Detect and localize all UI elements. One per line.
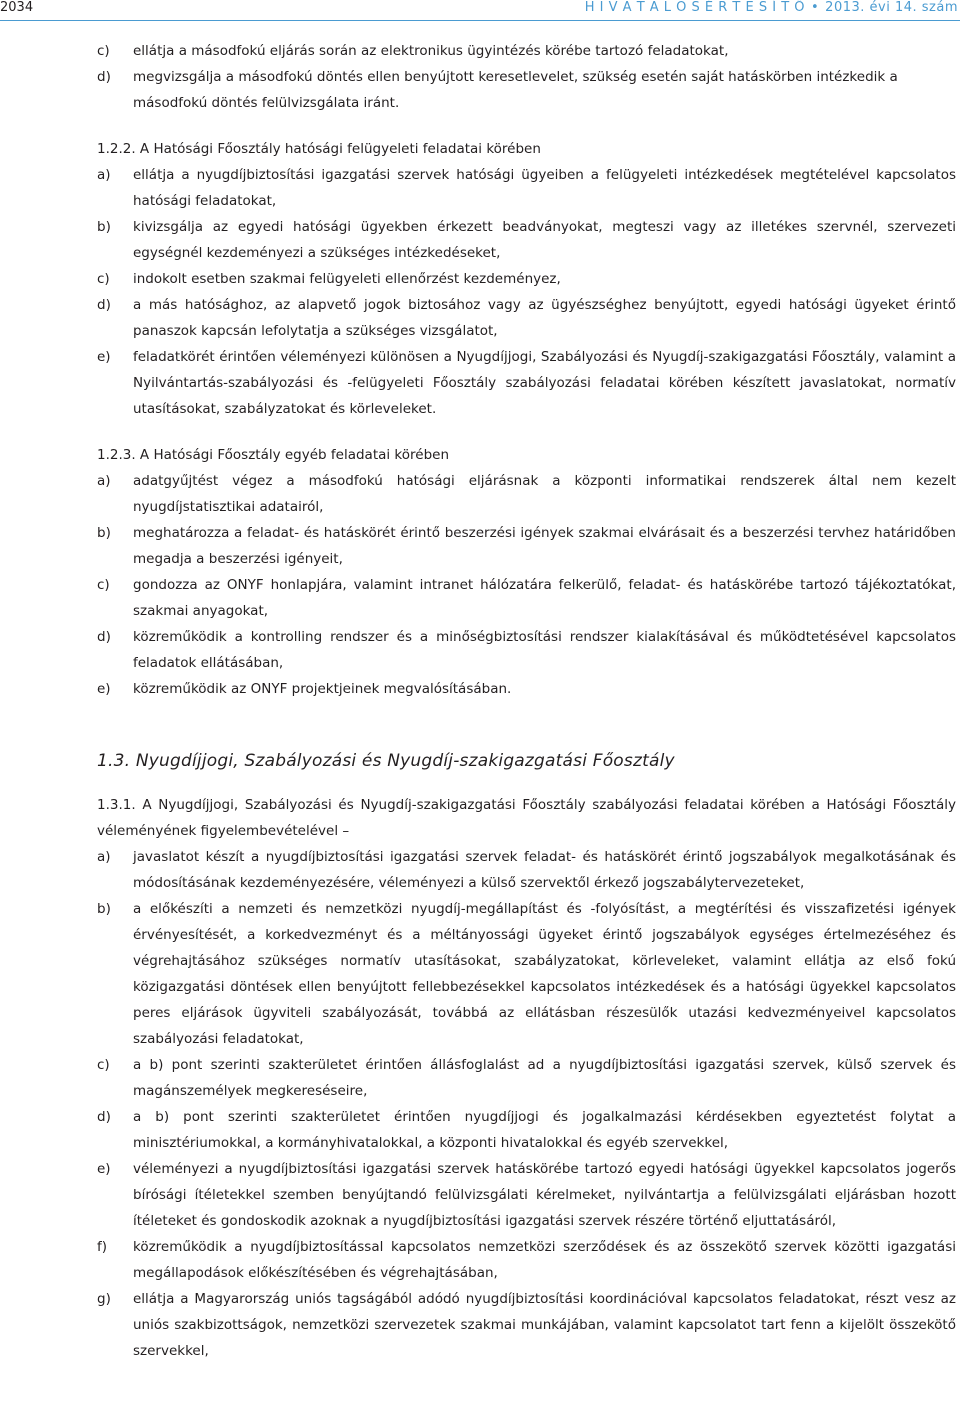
section-heading: 1.3.1. A Nyugdíjjogi, Szabályozási és Nyugdíj-szakigazgatási Főosztály szabályozási feladatai körében a Hatósági Főosztály véleményének figyelembevételével – (97, 797, 956, 839)
list-item (97, 1104, 956, 1156)
list-item (97, 844, 956, 896)
journal-header (585, 1, 958, 15)
item-label: e) (97, 349, 111, 365)
list-item (97, 676, 956, 702)
item-label: e) (97, 681, 111, 697)
item-text: a más hatósághoz, az alapvető jogok biztosához vagy az ügyészséghez benyújtott, egyedi hatósági ügyeket érintő panaszok kapcsán lefolytatja a szükséges vizsgálatot, (133, 297, 956, 339)
list-item (97, 520, 956, 572)
item-text: ellátja a nyugdíjbiztosítási igazgatási szervek hatósági ügyeiben a felügyeleti intézkedések megtételével kapcsolatos hatósági feladatokat, (133, 167, 956, 209)
list-item (97, 266, 956, 292)
item-label: b) (97, 219, 111, 235)
header-rule (0, 20, 960, 21)
item-label: c) (97, 1057, 110, 1073)
page-header (0, 0, 960, 22)
list-block-1 (97, 38, 956, 116)
page-number: 2034 (0, 0, 34, 15)
item-text: közreműködik a nyugdíjbiztosítással kapcsolatos nemzetközi szerződések és az összekötő szervek közötti igazgatási megállapodások előkészítésében és végrehajtásában, (133, 1239, 956, 1281)
item-label: f) (97, 1239, 108, 1255)
item-label: c) (97, 271, 110, 287)
list-item (97, 1052, 956, 1104)
item-label: a) (97, 473, 111, 489)
list-item (97, 162, 956, 214)
item-label: a) (97, 849, 111, 865)
item-text: közreműködik az ONYF projektjeinek megvalósításában. (133, 681, 512, 697)
list-item (97, 38, 956, 64)
item-label: b) (97, 901, 111, 917)
section-1-2-3 (97, 442, 956, 702)
list-item (97, 896, 956, 1052)
list-item (97, 214, 956, 266)
item-text: megvizsgálja a másodfokú döntés ellen benyújtott keresetlevelet, szükség esetén saját hatáskörben intézkedik a másodfokú döntés felülvizsgálata iránt. (133, 69, 898, 111)
item-text: közreműködik a kontrolling rendszer és a minőségbiztosítási rendszer kialakításával és működtetésével kapcsolatos feladatok ellátásában, (133, 629, 956, 671)
issue-number: 2013. évi 14. szám (825, 0, 958, 15)
item-label: d) (97, 69, 111, 85)
item-label: d) (97, 629, 111, 645)
bullet-separator-icon: • (811, 0, 820, 15)
list-item (97, 468, 956, 520)
item-label: g) (97, 1291, 111, 1307)
item-label: d) (97, 297, 111, 313)
item-text: feladatkörét érintően véleményezi különösen a Nyugdíjjogi, Szabályozási és Nyugdíj-szakigazgatási Főosztály, valamint a Nyilvántartás-szabályozási és -felügyeleti Főosztály szabályozási feladatai körében készített javaslatokat, normatív utasításokat, szabályzatokat és körleveleket. (133, 349, 956, 417)
item-text: meghatározza a feladat- és hatáskörét érintő beszerzési igények szakmai elvárásait és a beszerzési tervhez határidőben megadja a beszerzési igényeit, (133, 525, 956, 567)
item-label: d) (97, 1109, 111, 1125)
item-text: adatgyűjtést végez a másodfokú hatósági eljárásnak a központi informatikai rendszerek által nem kezelt nyugdíjstatisztikai adatairól, (133, 473, 956, 515)
list-item (97, 1234, 956, 1286)
list-item (97, 572, 956, 624)
item-label: c) (97, 43, 110, 59)
document-body (97, 38, 956, 1364)
item-label: e) (97, 1161, 111, 1177)
item-text: a b) pont szerinti szakterületet érintően állásfoglalást ad a nyugdíjbiztosítási igazgatási szervek, külső szervek és magánszemélyek megkereséseire, (133, 1057, 956, 1099)
list-item (97, 344, 956, 422)
item-text: gondozza az ONYF honlapjára, valamint intranet hálózatára felkerülő, feladat- és hatáskörébe tartozó tájékoztatókat, szakmai anyagokat, (133, 577, 956, 619)
item-text: véleményezi a nyugdíjbiztosítási igazgatási szervek hatáskörébe tartozó egyedi hatósági ügyekkel kapcsolatos jogerős bírósági ítéletekkel szemben benyújtandó felülvizsgálati kérelmeket, nyilvántartja a felülvizsgálati eljárásban hozott ítéleteket és gondoskodik azoknak a nyugdíjbiztosítási igazgatási szervek részére történő eljuttatásáról, (133, 1161, 956, 1229)
item-text: kivizsgálja az egyedi hatósági ügyekben érkezett beadványokat, megteszi vagy az illetékes szervnél, szervezeti egységnél kezdeményezi a szükséges intézkedéseket, (133, 219, 956, 261)
item-text: ellátja a másodfokú eljárás során az elektronikus ügyintézés körébe tartozó feladatokat, (133, 43, 729, 59)
section-title-1-3: 1.3. Nyugdíjjogi, Szabályozási és Nyugdíj-szakigazgatási Főosztály (97, 751, 675, 771)
journal-title: H I V A T A L O S É R T E S Í T Ő (584, 0, 805, 15)
list-item (97, 1156, 956, 1234)
item-text: ellátja a Magyarország uniós tagságából adódó nyugdíjbiztosítási koordinációval kapcsolatos feladatokat, részt vesz az uniós szakbizottságok, nemzetközi szervezetek szakmai munkájában, valamint kapcsolatot tart fenn a kijelölt összekötő szervekkel, (133, 1291, 956, 1359)
list-item (97, 1286, 956, 1364)
section-heading: 1.2.3. A Hatósági Főosztály egyéb feladatai körében (97, 447, 450, 463)
item-text: a b) pont szerinti szakterületet érintően nyugdíjjogi és jogalkalmazási kérdésekben egyeztetést folytat a minisztériumokkal, a kormányhivatalokkal, a központi hivatalokkal és egyéb szervekkel, (133, 1109, 956, 1151)
item-text: a előkészíti a nemzeti és nemzetközi nyugdíj-megállapítást és -folyósítást, a megtérítési és visszafizetési igények érvényesítését, a korkedvezményt és a méltányossági ügyeket érintő jogszabályok egységes értelmezéséhez és végrehajtásához szükséges normatív utasításokat, szabályzatokat, körleveleket, valamint ellátja az első fokú közigazgatási döntések ellen benyújtott fellebbezésekkel kapcsolatos intézkedések és a hatósági ügyekkel kapcsolatos peres eljárások ügyviteli szabályozását, továbbá az ellátásban részesülők utazási kedvezményeivel kapcsolatos szabályozási feladatokat, (133, 901, 956, 1047)
list-item (97, 64, 956, 116)
item-text: indokolt esetben szakmai felügyeleti ellenőrzést kezdeményez, (133, 271, 561, 287)
item-label: a) (97, 167, 111, 183)
section-1-2-2 (97, 136, 956, 422)
section-heading: 1.2.2. A Hatósági Főosztály hatósági felügyeleti feladatai körében (97, 141, 541, 157)
list-item (97, 624, 956, 676)
list-item (97, 292, 956, 344)
item-label: b) (97, 525, 111, 541)
section-1-3-1 (97, 792, 956, 1364)
item-label: c) (97, 577, 110, 593)
item-text: javaslatot készít a nyugdíjbiztosítási igazgatási szervek feladat- és hatáskörét érintő jogszabályok megalkotásának és módosításának kezdeményezésére, véleményezi a külső szervektől érkező jogszabálytervezeteket, (133, 849, 956, 891)
